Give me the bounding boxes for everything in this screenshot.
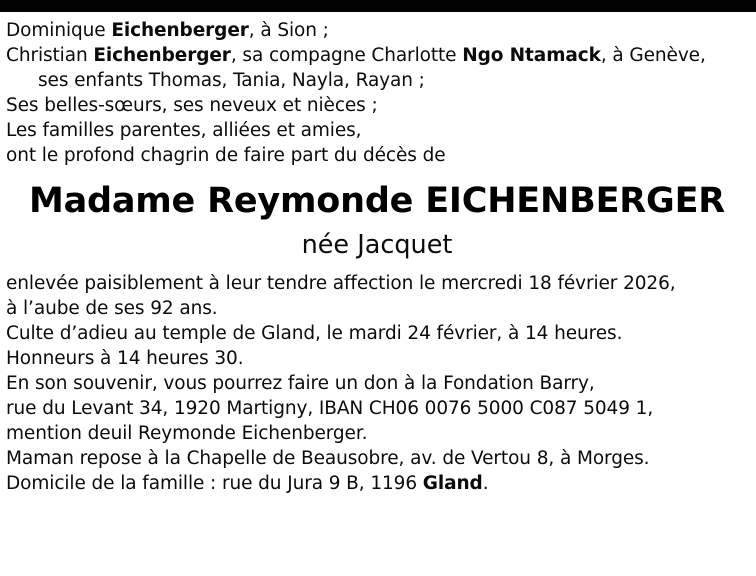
text-run: ses enfants Thomas, Tania, Nayla, Rayan ; (38, 70, 425, 91)
text-run: Ses belles-sœurs, ses neveux et nièces ; (6, 95, 378, 116)
text-run: En son souvenir, vous pourrez faire un don à la Fondation Barry, (6, 373, 595, 394)
body-line-6 (6, 396, 748, 421)
intro-line-2 (6, 43, 748, 68)
text-run: Christian (6, 45, 94, 66)
maiden-name: née Jacquet (301, 230, 453, 260)
text-run: Dominique (6, 20, 112, 41)
intro-paragraph-block (6, 18, 748, 168)
top-black-bar (0, 0, 756, 12)
body-line-9 (6, 471, 748, 496)
body-line-5 (6, 371, 748, 396)
text-run: , à Sion ; (248, 20, 329, 41)
emphasized-text: Eichenberger (111, 20, 249, 41)
intro-line-1 (6, 18, 748, 43)
text-run: , à Genève, (600, 45, 706, 66)
text-run: à l’aube de ses 92 ans. (6, 298, 218, 319)
text-run: enlevée paisiblement à leur tendre affection le mercredi 18 février 2026, (6, 273, 676, 294)
deceased-name: Madame Reymonde EICHENBERGER (28, 181, 726, 221)
text-run: ont le profond chagrin de faire part du décès de (6, 145, 446, 166)
notice-content (0, 12, 756, 496)
intro-line-6 (6, 143, 748, 168)
body-line-4 (6, 346, 748, 371)
text-run: rue du Levant 34, 1920 Martigny, IBAN CH06 0076 5000 C087 5049 1, (6, 398, 654, 419)
body-line-8 (6, 446, 748, 471)
text-run: Les familles parentes, alliées et amies, (6, 120, 362, 141)
emphasized-text: Eichenberger (93, 45, 231, 66)
emphasized-text: Gland (422, 473, 483, 494)
body-line-2 (6, 296, 748, 321)
body-paragraph-block (6, 271, 748, 496)
text-run: mention deuil Reymonde Eichenberger. (6, 423, 368, 444)
intro-line-3 (6, 68, 748, 93)
body-line-7 (6, 421, 748, 446)
text-run: , sa compagne Charlotte (230, 45, 463, 66)
text-run: Culte d’adieu au temple de Gland, le mardi 24 février, à 14 heures. (6, 323, 623, 344)
text-run: Honneurs à 14 heures 30. (6, 348, 244, 369)
body-line-1 (6, 271, 748, 296)
text-run: Maman repose à la Chapelle de Beausobre, av. de Vertou 8, à Morges. (6, 448, 650, 469)
emphasized-text: Ngo Ntamack (462, 45, 601, 66)
deceased-name-block (6, 180, 748, 262)
intro-line-4 (6, 93, 748, 118)
body-line-3 (6, 321, 748, 346)
text-run: Domicile de la famille : rue du Jura 9 B, 1196 (6, 473, 423, 494)
intro-line-5 (6, 118, 748, 143)
text-run: . (482, 473, 489, 494)
